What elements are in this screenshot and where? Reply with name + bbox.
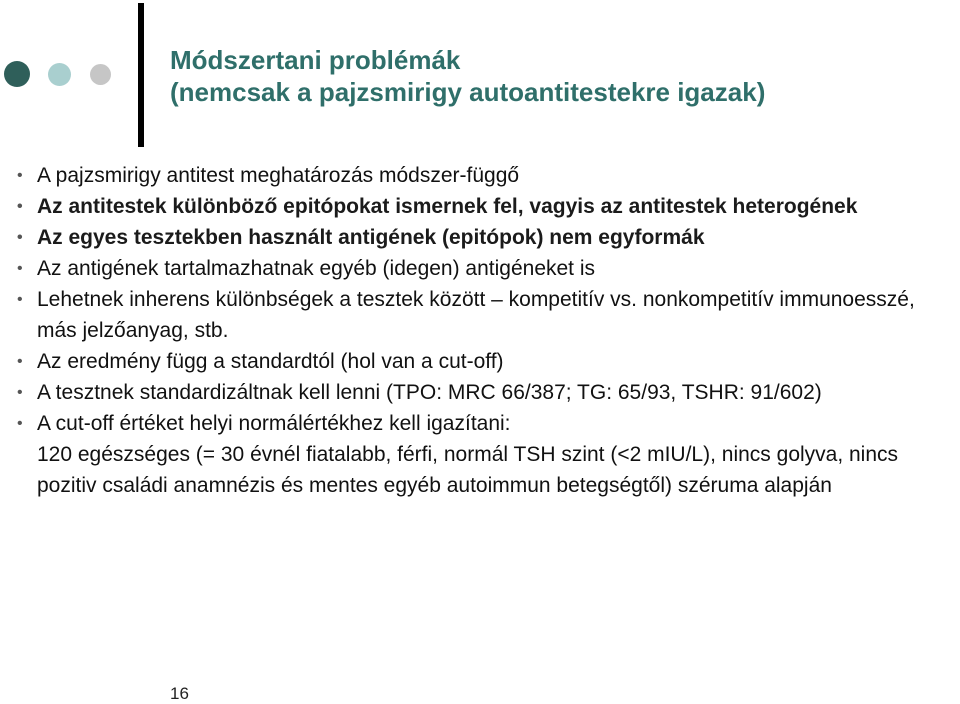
decor-dot-dark (4, 61, 30, 87)
bullet-icon: • (17, 415, 23, 432)
list-item-continuation: 120 egészséges (= 30 évnél fiatalabb, férfi, normál TSH szint (<2 mIU/L), nincs golyva, nincs pozitiv családi anamnézis és mentes egyéb autoimmun betegségtől) széruma alapján (37, 443, 899, 497)
decor-dot-gray (90, 64, 111, 85)
bullet-icon: • (17, 198, 23, 215)
bullet-icon: • (17, 229, 23, 246)
list-item: • Az egyes tesztekben használt antigének (epitópok) nem egyformák (37, 222, 957, 253)
list-item: • Lehetnek inherens különbségek a tesztek között – kompetitív vs. nonkompetitív immunoesszé, más jelzőanyag, stb. (37, 284, 957, 346)
bullet-icon: • (17, 384, 23, 401)
list-item: • A tesztnek standardizáltnak kell lenni (TPO: MRC 66/387; TG: 65/93, TSHR: 91/602) (37, 377, 957, 408)
bullet-icon: • (17, 260, 23, 277)
decor-dot-light (48, 63, 71, 86)
title-divider-bar (138, 3, 144, 147)
list-item: • Az antigének tartalmazhatnak egyéb (idegen) antigéneket is (37, 253, 957, 284)
list-item: • Az eredmény függ a standardtól (hol van a cut-off) (37, 346, 957, 377)
page-number: 16 (170, 684, 189, 703)
bullet-list (17, 160, 957, 501)
title-line-1: Módszertani problémák (170, 45, 461, 75)
list-item: • A cut-off értéket helyi normálértékhez kell igazítani: (37, 408, 957, 439)
slide-title (170, 44, 765, 108)
bullet-icon: • (17, 291, 23, 308)
bullet-icon: • (17, 167, 23, 184)
list-item: • Az antitestek különböző epitópokat ismernek fel, vagyis az antitestek heterogének (37, 191, 957, 222)
list-item: • A pajzsmirigy antitest meghatározás módszer-függő (37, 160, 957, 191)
bullet-icon: • (17, 353, 23, 370)
title-line-2: (nemcsak a pajzsmirigy autoantitestekre igazak) (170, 77, 766, 107)
